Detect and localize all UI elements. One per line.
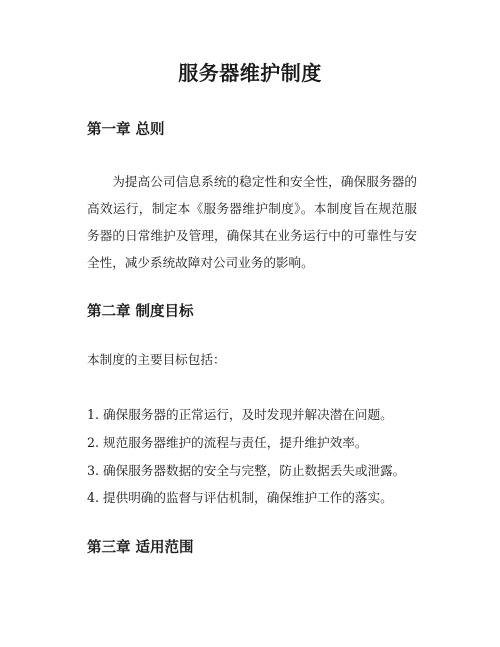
document-title: 服务器维护制度: [178, 61, 322, 85]
goal-item-1: 1. 确保服务器的正常运行，及时发现并解决潜在问题。: [87, 407, 393, 422]
chapter-1-paragraph: 为提高公司信息系统的稳定性和安全性，确保服务器的高效运行，制定本《服务器维护制度》。本制度旨在规范服务器的日常维护及管理，确保其在业务运行中的可靠性与安全性，减少系统故障对公司业务的影响。: [87, 174, 417, 270]
goal-item-4: 4. 提供明确的监督与评估机制，确保维护工作的落实。: [87, 490, 393, 505]
chapter-1-heading: 第一章 总则: [87, 122, 165, 138]
goal-item-2: 2. 规范服务器维护的流程与责任，提升维护效率。: [87, 435, 368, 450]
goals-intro: 本制度的主要目标包括：: [87, 352, 226, 367]
chapter-3-heading: 第三章 适用范围: [87, 540, 194, 556]
chapter-2-heading: 第二章 制度目标: [87, 304, 194, 320]
goal-item-3: 3. 确保服务器数据的安全与完整，防止数据丢失或泄露。: [87, 463, 406, 478]
